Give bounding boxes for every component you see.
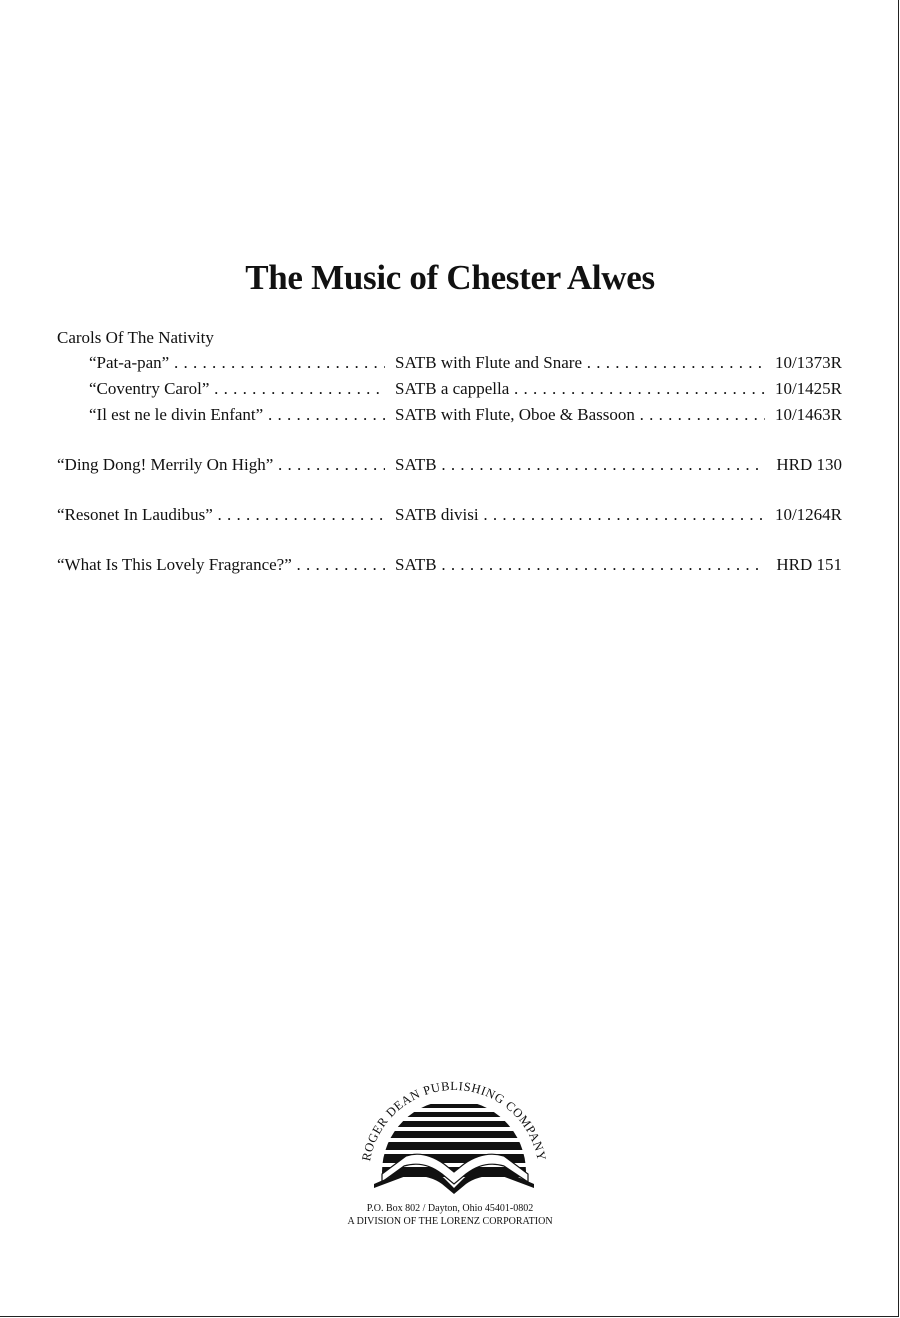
piece-voicing: SATB with Flute and Snare . . . bbox=[395, 353, 765, 373]
catalog-row bbox=[57, 555, 842, 579]
piece-voicing: SATB . . . bbox=[395, 455, 765, 475]
catalog-number: 10/1373R bbox=[766, 353, 842, 373]
catalog-row bbox=[57, 505, 842, 529]
piece-title: “What Is This Lovely Fragrance?” . . . bbox=[57, 555, 385, 575]
catalog-number: 10/1264R bbox=[766, 505, 842, 525]
group-title: Carols Of The Nativity bbox=[57, 328, 214, 347]
piece-title: “Coventry Carol” . . . bbox=[89, 379, 385, 399]
catalog-number: HRD 151 bbox=[766, 555, 842, 575]
catalog-number: HRD 130 bbox=[766, 455, 842, 475]
logo-arc-text: ROGER DEAN PUBLISHING COMPANY bbox=[359, 1078, 549, 1163]
piece-title: “Pat-a-pan” . . . bbox=[89, 353, 385, 373]
page-title: The Music of Chester Alwes bbox=[245, 258, 655, 297]
publisher-address bbox=[0, 1202, 900, 1228]
catalog-row bbox=[57, 353, 842, 377]
piece-title: “Resonet In Laudibus” . . . bbox=[57, 505, 385, 525]
piece-title: “Ding Dong! Merrily On High” . . . bbox=[57, 455, 385, 475]
piece-voicing: SATB a cappella . . . bbox=[395, 379, 765, 399]
division-line: A DIVISION OF THE LORENZ CORPORATION bbox=[347, 1216, 553, 1227]
catalog-row bbox=[57, 379, 842, 403]
piece-voicing: SATB . . . bbox=[395, 555, 765, 575]
piece-voicing: SATB with Flute, Oboe & Bassoon . . . bbox=[395, 405, 765, 425]
piece-title: “Il est ne le divin Enfant” . . . bbox=[89, 405, 385, 425]
piece-voicing: SATB divisi . . . bbox=[395, 505, 765, 525]
catalog-number: 10/1425R bbox=[766, 379, 842, 399]
catalog-row bbox=[57, 405, 842, 429]
address-line: P.O. Box 802 / Dayton, Ohio 45401-0802 bbox=[366, 1203, 534, 1214]
catalog-row bbox=[57, 455, 842, 479]
publisher-logo bbox=[344, 1060, 564, 1200]
catalog-number: 10/1463R bbox=[766, 405, 842, 425]
